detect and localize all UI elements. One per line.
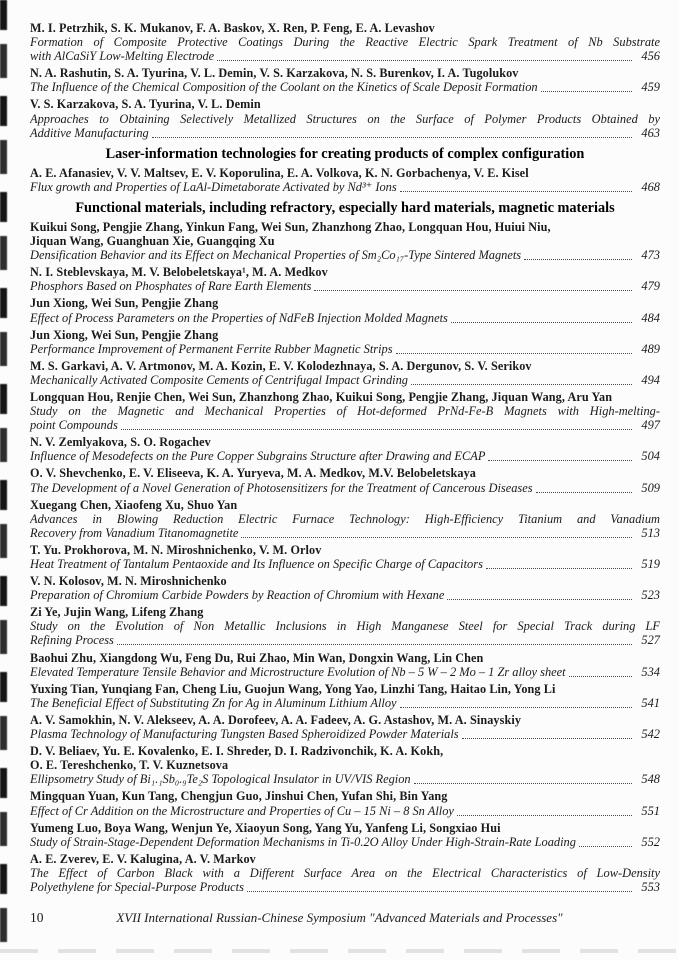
toc-entry (30, 328, 660, 356)
entry-authors: M. S. Garkavi, A. V. Artmonov, M. A. Kozin, E. V. Kolodezhnaya, S. A. Dergunov, S. V. Serikov (30, 358, 532, 373)
entry-page-number: 479 (641, 279, 660, 294)
entry-title: point Compounds (30, 418, 118, 433)
entry-title-row (30, 449, 660, 463)
entry-title: Polyethylene for Special-Purpose Products (30, 879, 244, 894)
entry-title-row (30, 418, 660, 432)
entry-page-number: 456 (641, 49, 660, 64)
toc-entry (30, 166, 660, 194)
entry-title: Effect of Cr Addition on the Microstructure and Properties of Cu – 15 Ni – 8 Sn Alloy (30, 803, 454, 818)
dotted-leader (457, 804, 632, 816)
entry-title-row (30, 481, 660, 495)
entry-title-row (30, 311, 660, 325)
entry-title-line: Approaches to Obtaining Selectively Metallized Structures on the Surface of Polymer Products Obtained by (30, 111, 660, 126)
entry-title-line: Advances in Blowing Reduction Electric Furnace Technology: High-Efficiency Titanium and Vanadium (30, 511, 660, 526)
entry-page-number: 552 (641, 834, 660, 849)
dotted-leader (411, 373, 632, 385)
entry-authors: Yumeng Luo, Boya Wang, Wenjun Ye, Xiaoyun Song, Yang Yu, Yanfeng Li, Songxiao Hui (30, 820, 501, 835)
entry-title: Effect of Process Parameters on the Properties of NdFeB Injection Molded Magnets (30, 310, 448, 325)
entry-title: Preparation of Chromium Carbide Powders by Reaction of Chromium with Hexane (30, 588, 445, 603)
dotted-leader (400, 180, 632, 192)
toc-entry (30, 66, 660, 94)
entry-title-row (30, 279, 660, 293)
entry-title: Heat Treatment of Tantalum Pentaoxide and Its Influence on Specific Charge of Capacitors (30, 557, 483, 571)
dotted-leader (488, 449, 632, 461)
entry-authors: M. I. Petrzhik, S. K. Mukanov, F. A. Baskov, X. Ren, P. Feng, E. A. Levashov (30, 21, 435, 35)
dotted-leader (462, 727, 632, 739)
entry-page-number: 534 (641, 664, 660, 679)
dotted-leader (536, 481, 632, 493)
entry-authors: Jun Xiong, Wei Sun, Pengjie Zhang (30, 296, 219, 311)
dotted-leader (314, 279, 632, 291)
toc-entry (30, 852, 660, 894)
entry-title: Flux growth and Properties of LaAl-Dimetaborate Activated by Nd³⁺ Ions (30, 179, 397, 194)
entry-page-number: 463 (641, 125, 660, 140)
entry-page-number: 542 (641, 727, 660, 742)
entry-title-row (30, 696, 660, 710)
entry-title-row (30, 633, 660, 647)
entry-page-number: 484 (641, 310, 660, 325)
entry-title-row (30, 804, 660, 818)
entry-title-row (30, 557, 660, 571)
entry-title: Ellipsometry Study of Bi₁.₁Sb₀.₉Te₂S Topological Insulator in UV/VIS Region (30, 772, 411, 787)
dotted-leader (396, 342, 632, 354)
entry-page-number: 548 (641, 772, 660, 787)
toc-entry (30, 97, 660, 139)
entry-page-number: 541 (641, 695, 660, 710)
toc-entry (30, 390, 660, 432)
entry-page-number: 551 (641, 803, 660, 818)
toc-entry (30, 789, 660, 817)
entry-title-row (30, 49, 660, 63)
entry-page-number: 494 (641, 372, 660, 387)
footer-running-title: XVII International Russian-Chinese Symposium "Advanced Materials and Processes" (116, 910, 563, 925)
entry-title: Phosphors Based on Phosphates of Rare Earth Elements (30, 279, 312, 294)
toc-entry (30, 498, 660, 540)
entry-page-number: 459 (641, 80, 660, 95)
entry-title-line: The Effect of Carbon Black with a Different Surface Area on the Electrical Characteristics of Low-Density (30, 865, 660, 880)
dotted-leader (247, 880, 632, 892)
entry-title: Study of Strain-Stage-Dependent Deformation Mechanisms in Ti-0.2O Alloy Under High-Strain-Rate Loading (30, 834, 576, 849)
entry-authors: V. N. Kolosov, M. N. Miroshnichenko (30, 574, 227, 589)
entry-title-row (30, 772, 660, 786)
scan-artifact-left-edge (0, 0, 7, 960)
toc-entry (30, 220, 660, 262)
entry-title-row (30, 665, 660, 679)
dotted-leader (486, 557, 632, 569)
entry-authors: N. I. Steblevskaya, M. V. Belobeletskaya¹, M. A. Medkov (30, 265, 328, 280)
toc-entry (30, 21, 660, 63)
toc-entry (30, 574, 660, 602)
entry-authors: Xuegang Chen, Xiaofeng Xu, Shuo Yan (30, 497, 238, 512)
entry-title-row (30, 126, 660, 140)
dotted-leader (117, 633, 632, 645)
toc-entry (30, 265, 660, 293)
entry-authors: A. E. Zverev, E. V. Kalugina, A. V. Markov (30, 851, 256, 866)
scan-artifact-bottom-edge (0, 949, 679, 953)
dotted-leader (241, 526, 632, 538)
entry-page-number: 553 (641, 879, 660, 894)
entry-authors: T. Yu. Prokhorova, M. N. Miroshnichenko, V. M. Orlov (30, 542, 322, 557)
entry-page-number: 519 (641, 557, 660, 571)
entry-title: Recovery from Vanadium Titanomagnetite (30, 525, 239, 540)
entry-authors: Jun Xiong, Wei Sun, Pengjie Zhang (30, 327, 219, 342)
toc-entry (30, 605, 660, 647)
entry-authors: A. V. Samokhin, N. V. Alekseev, A. A. Dorofeev, A. A. Fadeev, A. G. Astashov, M. A. Sinayskiy (30, 712, 522, 727)
entry-title-row (30, 588, 660, 602)
entry-page-number: 509 (641, 480, 660, 495)
entry-title: with AlCaSiY Low-Melting Electrode (30, 49, 215, 64)
entry-authors: Kuikui Song, Pengjie Zhang, Yinkun Fang, Wei Sun, Zhanzhong Zhao, Longquan Hou, Huiui Niu, (30, 219, 551, 234)
toc-entry (30, 682, 660, 710)
entry-title: Mechanically Activated Composite Cements of Centrifugal Impact Grinding (30, 372, 408, 387)
toc-entry (30, 359, 660, 387)
entry-title: Elevated Temperature Tensile Behavior and Microstructure Evolution of Nb – 5 W – 2 Mo – 1 Zr alloy sheet (30, 664, 566, 679)
entry-title: Densification Behavior and its Effect on Mechanical Properties of Sm₂Co₁₇-Type Sintered Magnets (30, 248, 522, 263)
section-heading: Laser-information technologies for creating products of complex configuration (105, 145, 585, 162)
entry-title-row (30, 880, 660, 894)
toc-entry (30, 651, 660, 679)
entry-title-line: Study on the Magnetic and Mechanical Properties of Hot-deformed PrNd-Fe-B Magnets with High-melting- (30, 404, 660, 419)
entry-authors: D. V. Beliaev, Yu. E. Kovalenko, E. I. Shreder, D. I. Radzivonchik, K. A. Kokh, (30, 744, 444, 759)
dotted-leader (579, 835, 632, 847)
entry-title-row (30, 80, 660, 94)
entry-title: Refining Process (30, 633, 114, 648)
dotted-leader (451, 311, 632, 323)
entry-authors: N. A. Rashutin, S. A. Tyurina, V. L. Demin, V. S. Karzakova, N. S. Burenkov, I. A. Tugolukov (30, 66, 519, 81)
entry-title-row (30, 526, 660, 540)
section-heading: Functional materials, including refractory, especially hard materials, magnetic materials (75, 199, 615, 216)
entry-authors: Baohui Zhu, Xiangdong Wu, Feng Du, Rui Zhao, Min Wan, Dongxin Wang, Lin Chen (30, 650, 484, 665)
entry-page-number: 513 (641, 525, 660, 540)
entry-authors: O. E. Tereshchenko, T. V. Kuznetsova (30, 758, 229, 773)
entry-page-number: 468 (641, 179, 660, 194)
toc-entry (30, 821, 660, 849)
entry-title: The Beneficial Effect of Substituting Zn for Ag in Aluminum Lithium Alloy (30, 695, 397, 710)
entry-page-number: 504 (641, 449, 660, 464)
entry-title-row (30, 835, 660, 849)
dotted-leader (121, 418, 632, 430)
dotted-leader (541, 80, 632, 92)
entry-authors: Zi Ye, Jujin Wang, Lifeng Zhang (30, 605, 204, 620)
entry-title-line: Study on the Evolution of Non Metallic Inclusions in High Manganese Steel for Special Track during LF (30, 619, 660, 634)
entry-page-number: 523 (641, 588, 660, 603)
entry-title-row (30, 180, 660, 194)
dotted-leader (217, 49, 632, 61)
entry-title: The Development of a Novel Generation of Photosensitizers for the Treatment of Cancerous Diseases (30, 480, 533, 495)
entry-page-number: 489 (641, 341, 660, 356)
dotted-leader (569, 665, 632, 677)
entry-page-number: 527 (641, 633, 660, 648)
dotted-leader (447, 588, 632, 600)
entry-authors: Mingquan Yuan, Kun Tang, Chengjun Guo, Jinshui Chen, Yufan Shi, Bin Yang (30, 789, 448, 804)
entry-title-row (30, 248, 660, 262)
entry-authors: A. E. Afanasiev, V. V. Maltsev, E. V. Koporulina, E. A. Volkova, K. N. Gorbachenya, V. E. Kisel (30, 165, 529, 180)
entry-title-line: Formation of Composite Protective Coatings During the Reactive Electric Spark Treatment of Nb Substrate (30, 35, 660, 50)
entry-title-row (30, 342, 660, 356)
entry-authors: Longquan Hou, Renjie Chen, Wei Sun, Zhanzhong Zhao, Kuikui Song, Pengjie Zhang, Jiquan Wang, Aru Yan (30, 389, 613, 404)
toc-entry (30, 713, 660, 741)
toc-entry (30, 296, 660, 324)
entry-authors: Yuxing Tian, Yunqiang Fan, Cheng Liu, Guojun Wang, Yong Yao, Linzhi Tang, Haitao Lin, Yong Li (30, 681, 556, 696)
entry-title-row (30, 727, 660, 741)
dotted-leader (400, 696, 632, 708)
toc-entry (30, 744, 660, 786)
entry-title: Performance Improvement of Permanent Ferrite Rubber Magnetic Strips (30, 341, 393, 356)
entry-title: Influence of Mesodefects on the Pure Copper Subgrains Structure after Drawing and ECAP (30, 449, 486, 464)
toc-entry (30, 435, 660, 463)
dotted-leader (524, 248, 632, 260)
entry-authors: Jiquan Wang, Guanghuan Xie, Guangqing Xu (30, 234, 275, 249)
entry-page-number: 497 (641, 418, 660, 433)
entry-authors: N. V. Zemlyakova, S. O. Rogachev (30, 435, 211, 450)
entry-title-row (30, 373, 660, 387)
entry-page-number: 473 (641, 248, 660, 263)
dotted-leader (414, 772, 632, 784)
entry-title: The Influence of the Chemical Composition of the Coolant on the Kinetics of Scale Deposit Formation (30, 80, 538, 95)
entry-authors: O. V. Shevchenko, E. V. Eliseeva, K. A. Yuryeva, M. A. Medkov, M.V. Belobeletskaya (30, 466, 476, 481)
entry-title: Additive Manufacturing (30, 125, 149, 140)
toc-entry (30, 543, 660, 571)
toc-entry (30, 466, 660, 494)
footer-page-number: 10 (30, 910, 44, 925)
entry-authors: V. S. Karzakova, S. A. Tyurina, V. L. Demin (30, 97, 261, 112)
dotted-leader (152, 126, 632, 138)
entry-title: Plasma Technology of Manufacturing Tungsten Based Spheroidized Powder Materials (30, 727, 459, 742)
